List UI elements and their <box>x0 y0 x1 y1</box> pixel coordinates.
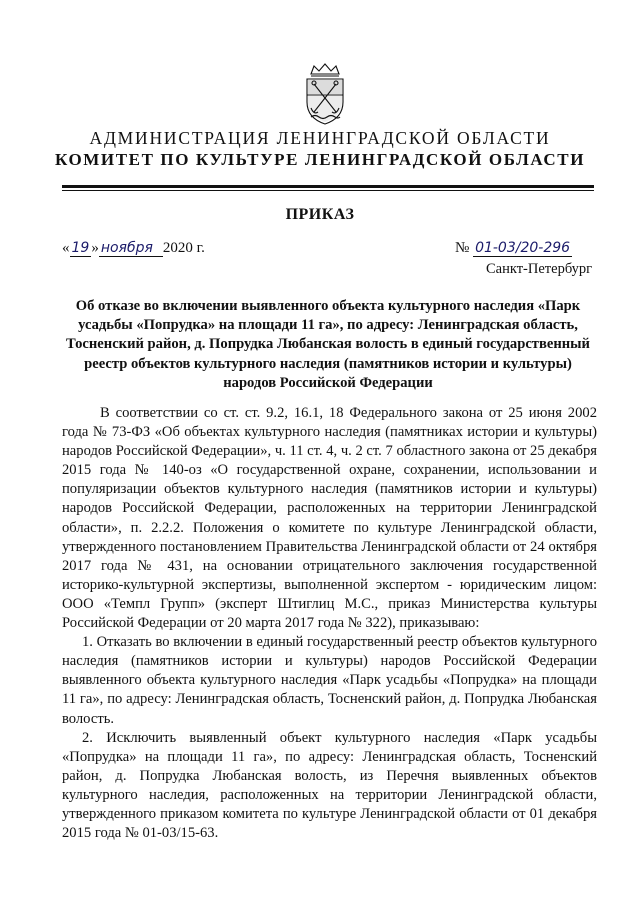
number-sign: № <box>455 240 470 256</box>
number-value: 01-03/20-296 <box>475 240 571 256</box>
document-body <box>62 404 597 843</box>
date-year: 2020 г. <box>162 240 205 256</box>
preamble-paragraph: В соответствии со ст. ст. 9.2, 16.1, 18 Федерального закона от 25 июня 2002 года № 73-ФЗ «Об объектах культурного наследия (памятниках истории и культуры) народов Российской Федерации», ч. 11 ст. 4, ч. 2 ст. 7 областного закона от 25 декабря 2015 года № 140-оз «О государственной охране, сохранении, использовании и популяризации объектов культурного наследия (памятников истории и культуры) народов Российской Федерации, расположенных на территории Ленинградской области», п. 2.2.2. Положения о комитете по культуре Ленинградской области, утвержденного постановлением Правительства Ленинградской области от 24 октября 2017 года № 431, на основании отрицательного заключения государственной историко-культурной экспертизы, выполненной экспертом - юридическим лицом: ООО «Темпл Групп» (эксперт Штиглиц М.С., приказ Министерства культуры Российской Федерации от 20 марта 2017 года № 322), приказываю: <box>62 405 597 632</box>
order-item-2: 2. Исключить выявленный объект культурного наследия «Парк усадьбы «Попрудка» на площади 11 га», по адресу: Ленинградская область, Тосненский район, д. Попрудка Любанская волость, из Перечня выявленных объектов культурного наследия, расположенных на территории Ленинградской области, утвержденного приказом комитета по культуре Ленинградской области от 01 декабря 2015 года № 01-03/15-63. <box>62 729 597 842</box>
date-open-quote: « <box>62 240 70 256</box>
document-number <box>455 240 572 257</box>
order-item-1: 1. Отказать во включении в единый государственный реестр объектов культурного наследия (памятников истории и культуры) народов Российской Федерации выявленного объекта культурного наследия «Парк усадьбы «Попрудка» на площади 11 га», по адресу: Ленинградская область, Тосненский район, д. Попрудка Любанская волость. <box>62 634 597 727</box>
org-name-admin: АДМИНИСТРАЦИЯ ЛЕНИНГРАДСКОЙ ОБЛАСТИ <box>89 128 551 148</box>
org-name-committee: КОМИТЕТ ПО КУЛЬТУРЕ ЛЕНИНГРАДСКОЙ ОБЛАСТИ <box>54 150 586 169</box>
date-month: ноября <box>99 240 163 257</box>
header-rule-thick <box>62 185 594 188</box>
date-close-quote: » <box>91 240 99 256</box>
header-rule-thin <box>62 190 594 191</box>
date-day: 19 <box>71 240 90 256</box>
document-date <box>62 240 205 257</box>
document-type: ПРИКАЗ <box>285 206 355 223</box>
document-subject: Об отказе во включении выявленного объекта культурного наследия «Парк усадьбы «Попрудка» на площади 11 га», по адресу: Ленинградская область, Тосненский район, д. Попрудка Любанская волость в единый государственный реестр объектов культурного наследия (памятников истории и культуры) народов Российской Федерации <box>66 298 590 391</box>
coat-of-arms-icon <box>302 62 348 126</box>
document-place: Санкт-Петербург <box>486 261 593 277</box>
